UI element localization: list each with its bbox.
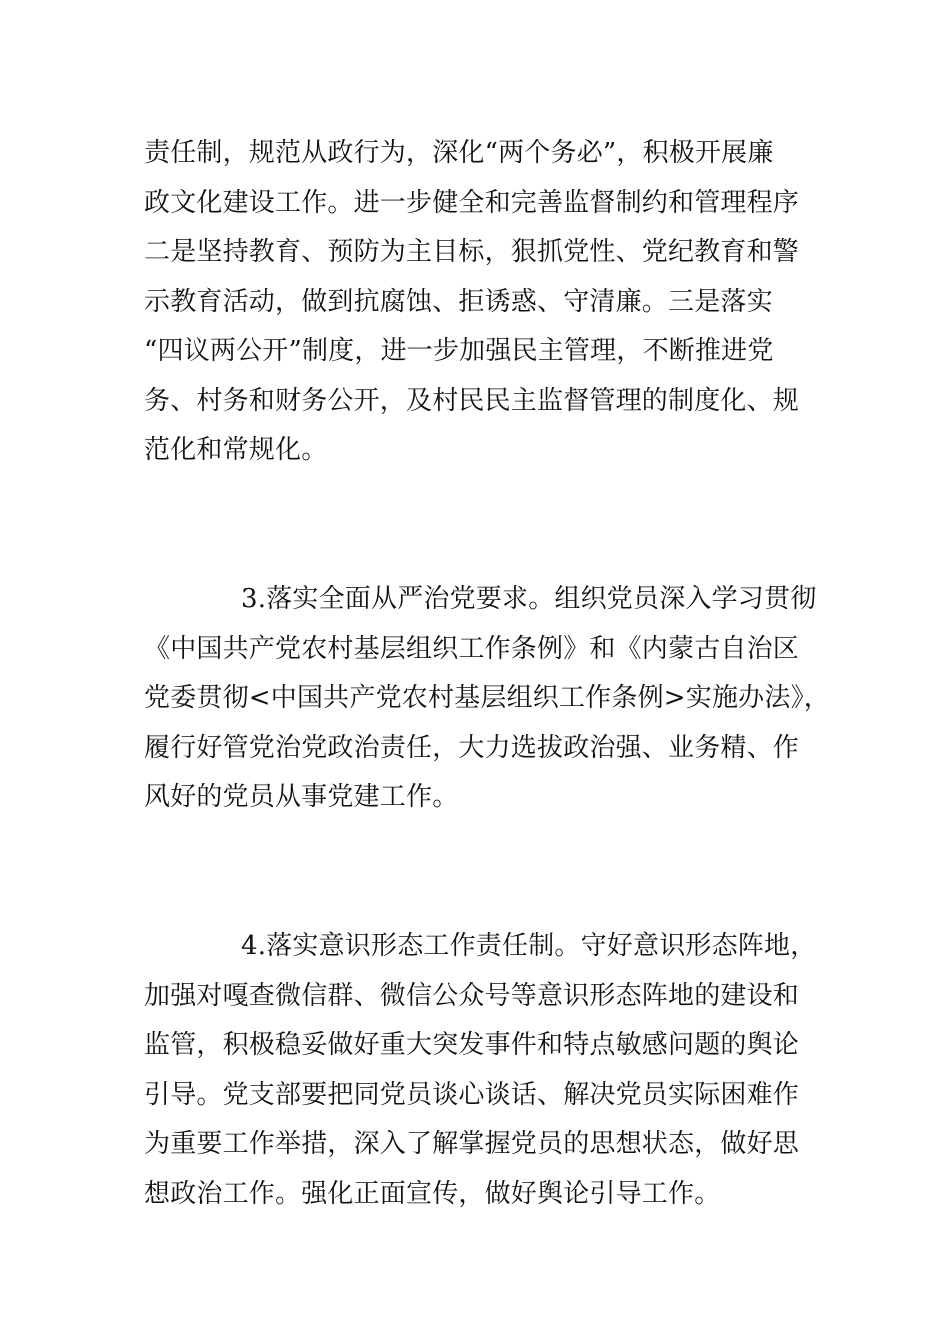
paragraph-line: 《中国共产党农村基层组织工作条例》和《内蒙古自治区	[144, 633, 800, 664]
paragraph-line: 为重要工作举措，深入了解掌握党员的思想状态，做好思	[144, 1129, 800, 1159]
paragraph-line: 监管，积极稳妥做好重大突发事件和特点敏感问题的舆论	[144, 1030, 800, 1060]
paragraph-line: 务、村务和财务公开，及村民民主监督管理的制度化、规	[144, 385, 800, 416]
paragraph-line: 履行好管党治党政治责任，大力选拔政治强、业务精、作	[144, 732, 800, 763]
paragraph-line: 风好的党员从事党建工作。	[144, 782, 459, 812]
paragraph-item-3-party-governance	[144, 575, 834, 823]
paragraph-line: 引导。党支部要把同党员谈心谈话、解决党员实际困难作	[144, 1079, 800, 1110]
paragraph-heading-line: 4.落实意识形态工作责任制。守好意识形态阵地，	[241, 931, 817, 961]
paragraph-line: 范化和常规化。	[144, 435, 328, 465]
paragraph-line: 政文化建设工作。进一步健全和完善监督制约和管理程序	[144, 187, 800, 218]
paragraph-line: 党委贯彻<中国共产党农村基层组织工作条例>实施办法》，	[144, 683, 830, 713]
paragraph-heading-line: 3.落实全面从严治党要求。组织党员深入学习贯彻	[241, 584, 817, 614]
paragraph-responsibility-system	[144, 129, 834, 476]
paragraph-item-4-ideology-work	[144, 922, 834, 1219]
paragraph-line: “四议两公开”制度，进一步加强民主管理，不断推进党	[144, 336, 774, 366]
paragraph-line: 责任制，规范从政行为，深化“两个务必”，积极开展廉	[144, 138, 774, 168]
paragraph-line: 加强对嘎查微信群、微信公众号等意识形态阵地的建设和	[144, 980, 800, 1011]
paragraph-line: 示教育活动，做到抗腐蚀、拒诱惑、守清廉。三是落实	[144, 286, 773, 317]
paragraph-line: 想政治工作。强化正面宣传，做好舆论引导工作。	[144, 1178, 721, 1209]
paragraph-line: 二是坚持教育、预防为主目标，狠抓党性、党纪教育和警	[144, 237, 800, 267]
